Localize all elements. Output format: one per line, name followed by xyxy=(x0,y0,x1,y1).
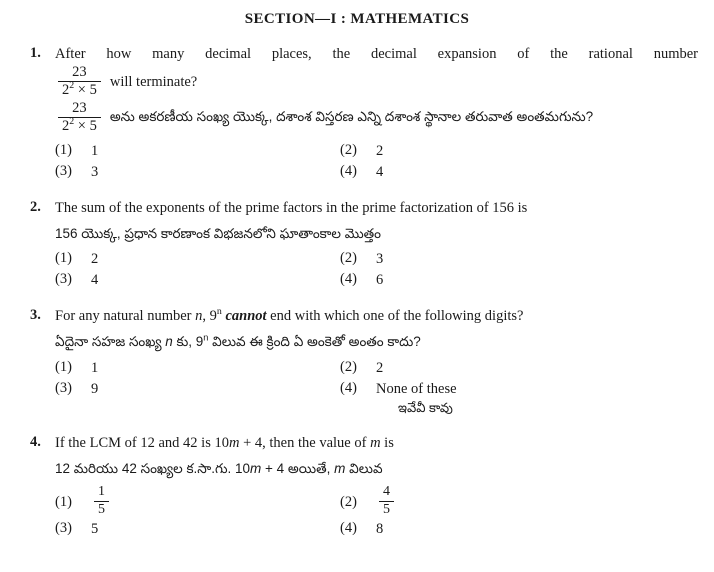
option-label: (4) xyxy=(340,520,357,537)
option-text: 9 xyxy=(91,380,99,397)
option-text: 8 xyxy=(376,521,384,538)
option-label: (1) xyxy=(55,493,72,510)
options-q2 xyxy=(55,250,698,290)
option-label: (3) xyxy=(55,379,72,396)
option-4[interactable] xyxy=(340,520,640,539)
question-stem-telugu: ఏదైనా సహజ సంఖ్య n కు, 9$^n$ విలువ ఈ క్రింది ఏ అంకెతో అంతం కాదు? xyxy=(55,332,421,350)
option-label: (2) xyxy=(340,358,357,375)
option-label: (3) xyxy=(55,520,72,537)
fraction-numerator: 1 xyxy=(98,484,105,500)
stem-fraction-line-english xyxy=(55,66,698,99)
option-text: 6 xyxy=(376,272,384,289)
option-text xyxy=(376,380,457,418)
option-fraction xyxy=(379,485,394,517)
question-list xyxy=(0,45,714,539)
fraction-denominator: 5 xyxy=(379,501,394,518)
option-row xyxy=(55,142,698,161)
option-2[interactable] xyxy=(340,486,640,518)
option-text: 2 xyxy=(376,359,384,376)
exam-page xyxy=(0,11,714,572)
option-3[interactable] xyxy=(55,163,340,182)
option-2[interactable] xyxy=(340,142,640,161)
option-label: (4) xyxy=(340,271,357,288)
fraction-denominator: $2^2 \times 5$ xyxy=(58,117,101,134)
option-text: 2 xyxy=(91,251,99,268)
fraction-23-over-2squared-times-5-telugu xyxy=(58,101,101,134)
question-stem-english: For any natural number n, 9$^n$ cannot end with which one of the following digits? xyxy=(55,306,524,325)
question-stem-telugu: అను అకరణీయ సంఖ్య యొక్క, దశాంశ విస్తరణ ఎన్ని దశాంశ స్థానాల తరువాత అంతమగును? xyxy=(109,108,594,124)
option-2[interactable] xyxy=(340,250,640,269)
option-label: (4) xyxy=(340,162,357,179)
question-4 xyxy=(0,434,714,539)
option-text: 4 xyxy=(91,272,99,289)
option-4[interactable] xyxy=(340,163,640,182)
option-label: (1) xyxy=(55,142,72,158)
question-stem-telugu: 12 మరియు 42 సంఖ్యల క.సా.గు. 10m + 4 అయితే, m విలువ xyxy=(55,461,383,477)
options-q4 xyxy=(55,486,698,539)
options-q1 xyxy=(55,142,698,182)
option-2[interactable] xyxy=(340,359,640,378)
question-stem-english: If the LCM of 12 and 42 is 10m + 4, then the value of m is xyxy=(55,435,394,452)
option-row xyxy=(55,380,698,418)
question-stem-english: The sum of the exponents of the prime factors in the prime factorization of 156 is xyxy=(55,199,528,216)
option-1[interactable] xyxy=(55,486,340,518)
option-text: 5 xyxy=(91,521,99,538)
option-row xyxy=(55,486,698,518)
option-label: (3) xyxy=(55,162,72,179)
option-text: 2 xyxy=(376,143,384,159)
fraction-denominator: 5 xyxy=(94,501,109,518)
fraction-23-over-2squared-times-5 xyxy=(58,65,101,98)
option-label: (2) xyxy=(340,250,357,267)
option-4[interactable] xyxy=(340,380,640,418)
question-number: 1. xyxy=(30,45,41,61)
option-row xyxy=(55,163,698,182)
fraction-numerator: 23 xyxy=(72,64,87,81)
option-row xyxy=(55,271,698,290)
option-text: 1 xyxy=(91,143,99,159)
option-label: (2) xyxy=(340,493,357,510)
option-text-telugu: ఇవేవీ కావు xyxy=(398,400,453,416)
option-label: (1) xyxy=(55,250,72,267)
option-3[interactable] xyxy=(55,271,340,290)
question-number: 3. xyxy=(30,307,41,324)
option-1[interactable] xyxy=(55,359,340,378)
stem-fraction-line-telugu xyxy=(55,99,698,135)
option-1[interactable] xyxy=(55,250,340,269)
option-text: 4 xyxy=(376,163,384,180)
question-stem-telugu: 156 యొక్క, ప్రధాన కారణాంక విభజనలోని ఘాతాంకాల మొత్తం xyxy=(55,225,382,241)
option-3[interactable] xyxy=(55,520,340,539)
option-fraction xyxy=(94,485,109,517)
question-3 xyxy=(0,307,714,417)
option-text-english: None of these xyxy=(376,380,457,397)
option-text: 1 xyxy=(91,359,99,376)
question-stem-english: After how many decimal places, the decimal expansion of the rational number xyxy=(55,46,698,62)
question-1 xyxy=(0,45,714,182)
option-label: (1) xyxy=(55,358,72,375)
question-2 xyxy=(0,199,714,290)
fraction-numerator: 4 xyxy=(383,484,390,500)
option-label: (3) xyxy=(55,271,72,288)
option-row xyxy=(55,520,698,539)
option-row xyxy=(55,250,698,269)
stem-tail-english: will terminate? xyxy=(109,74,198,91)
question-number: 2. xyxy=(30,198,41,215)
question-number: 4. xyxy=(30,434,41,451)
option-label: (2) xyxy=(340,142,357,158)
section-title: SECTION—I : MATHEMATICS xyxy=(244,11,470,27)
fraction-numerator: 23 xyxy=(72,99,87,116)
option-row xyxy=(55,359,698,378)
option-3[interactable] xyxy=(55,380,340,399)
options-q3 xyxy=(55,359,698,418)
option-1[interactable] xyxy=(55,142,340,161)
option-4[interactable] xyxy=(340,271,640,290)
fraction-denominator: $2^2 \times 5$ xyxy=(58,81,101,98)
option-text: 3 xyxy=(376,251,384,268)
option-label: (4) xyxy=(340,379,357,396)
emphasis-cannot: cannot xyxy=(225,308,267,325)
option-text: 3 xyxy=(91,163,99,180)
